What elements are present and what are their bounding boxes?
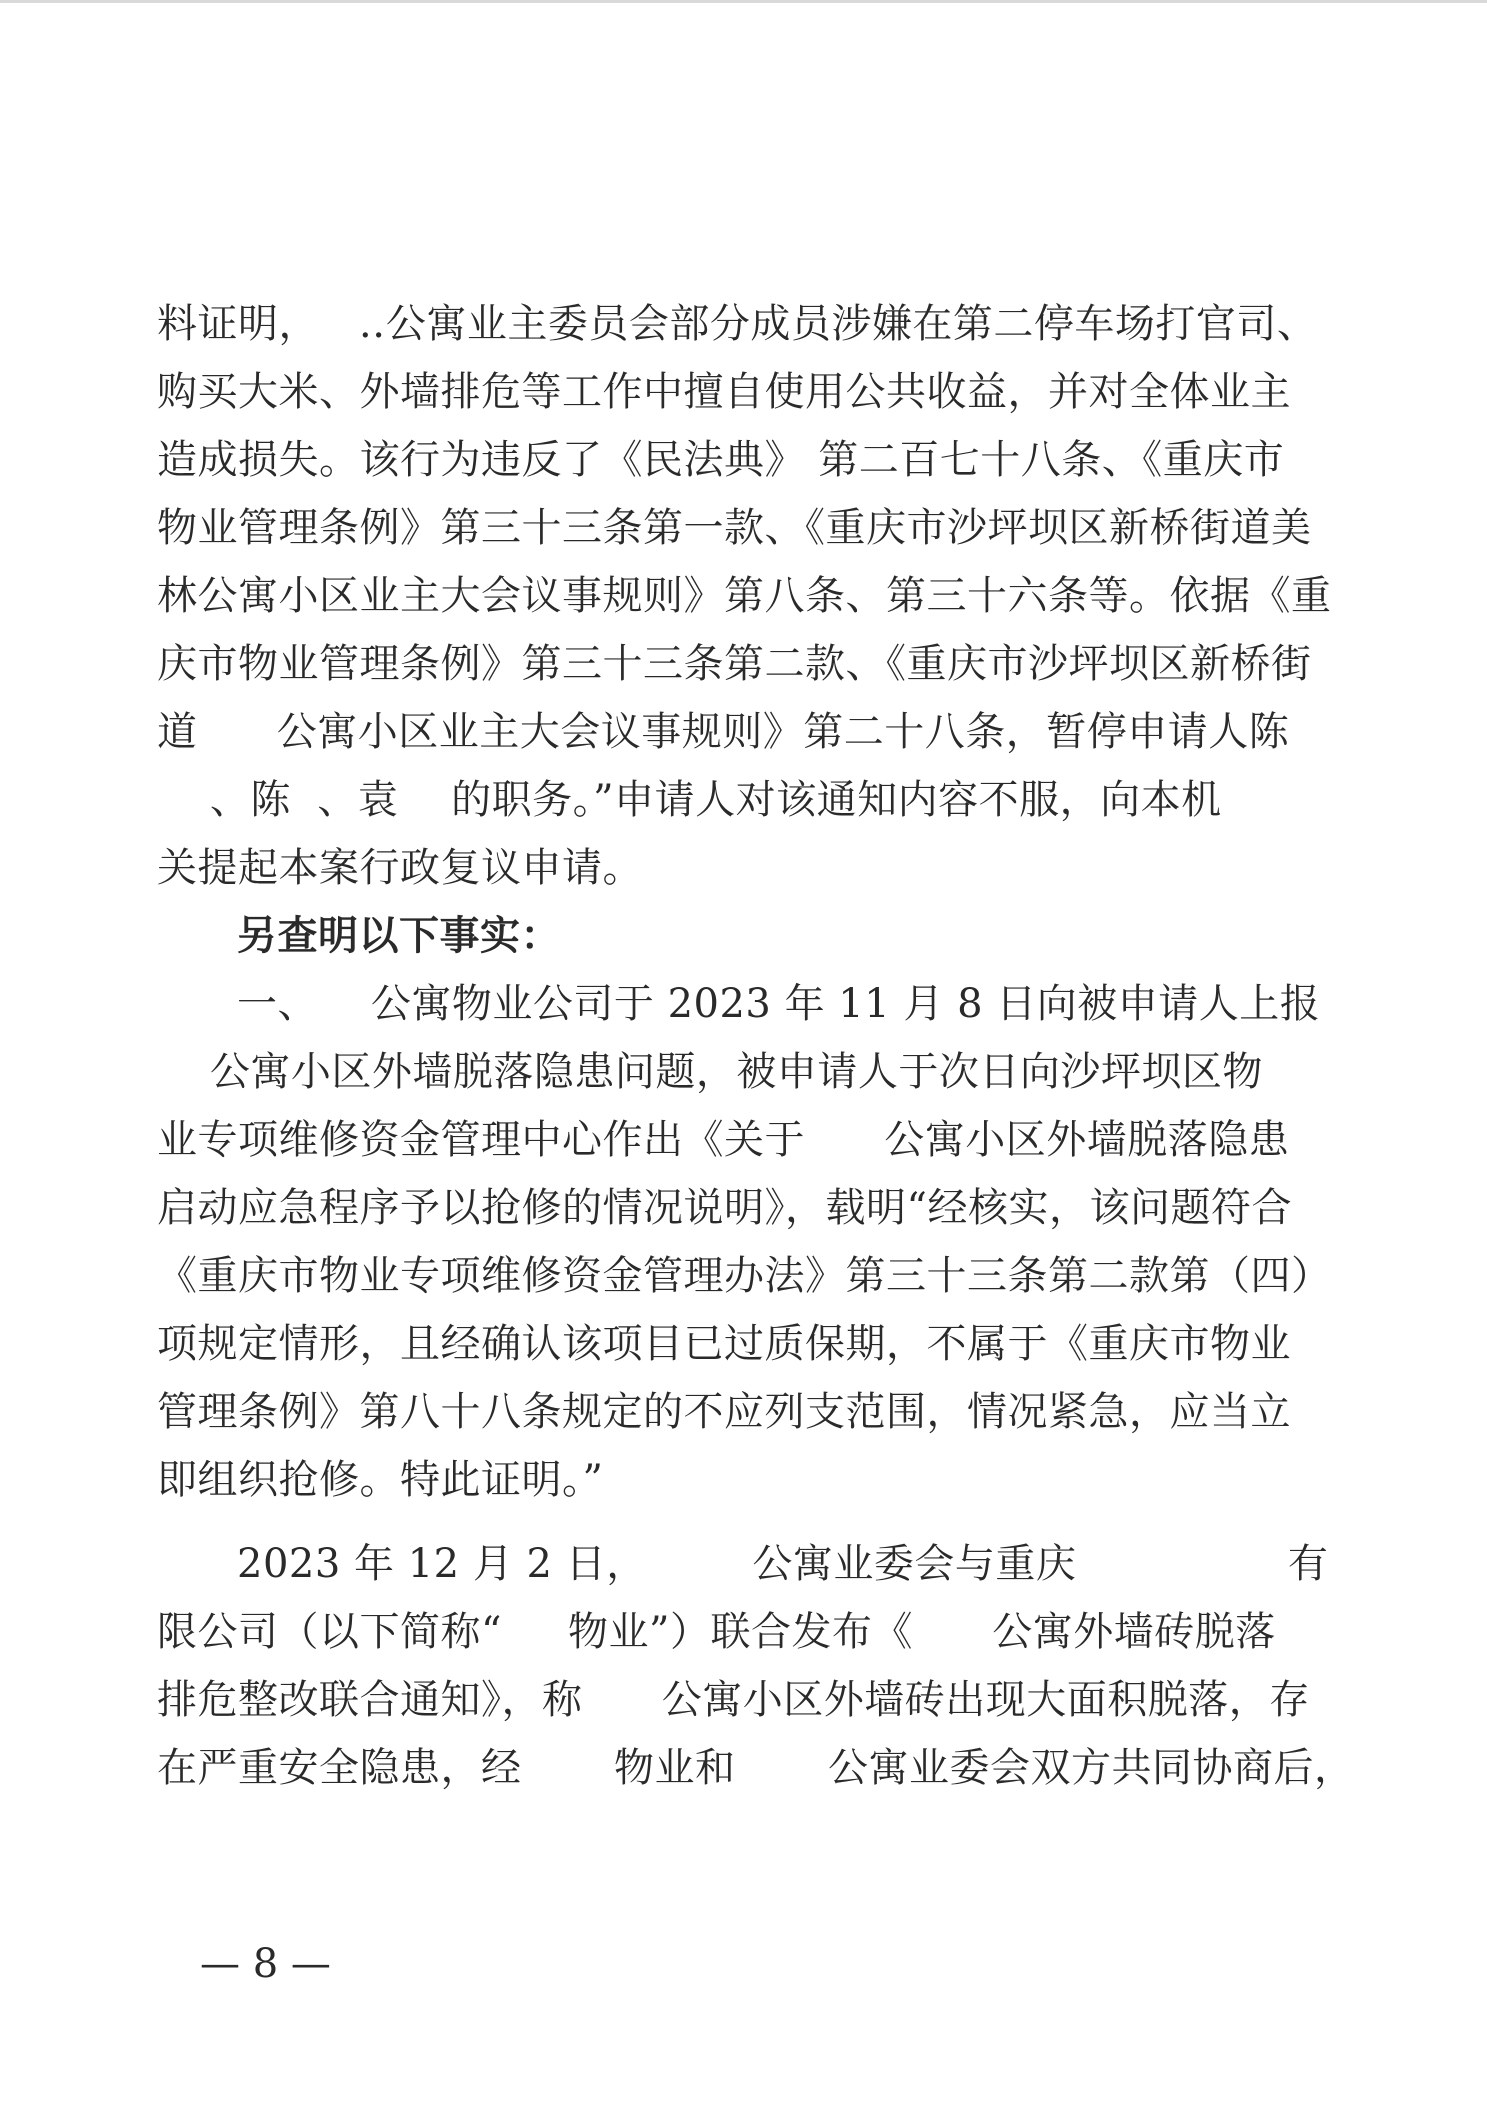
text-line-16: 项规定情形，且经确认该项目已过质保期，不属于《重庆市物业 <box>157 1321 1291 1367</box>
text-line-22: 在严重安全隐患，经 物业和 公寓业委会双方共同协商后， <box>157 1745 1355 1791</box>
page-number: — 8 — <box>200 1941 331 1987</box>
text-line-12: 公寓小区外墙脱落隐患问题，被申请人于次日向沙坪坝区物 <box>157 1049 1263 1095</box>
text-line-13: 业专项维修资金管理中心作出《关于 公寓小区外墙脱落隐患 <box>157 1117 1290 1163</box>
text-line-9: 关提起本案行政复议申请。 <box>157 845 643 891</box>
text-line-3: 造成损失。该行为违反了《民法典》 第二百七十八条、《重庆市 <box>157 437 1285 483</box>
text-line-8: 、陈 、袁 的职务。”申请人对该通知内容不服，向本机 <box>157 777 1222 823</box>
text-line-19: 2023 年 12 月 2 日， 公寓业委会与重庆 有 <box>237 1541 1329 1587</box>
text-line-18: 即组织抢修。特此证明。” <box>157 1457 604 1503</box>
text-line-5: 林公寓小区业主大会议事规则》第八条、第三十六条等。依据《重 <box>157 573 1332 619</box>
text-line-15: 《重庆市物业专项维修资金管理办法》第三十三条第二款第（四） <box>157 1253 1332 1299</box>
text-line-11: 一、 公寓物业公司于 2023 年 11 月 8 日向被申请人上报 <box>237 981 1321 1027</box>
text-line-17: 管理条例》第八十八条规定的不应列支范围，情况紧急，应当立 <box>157 1389 1291 1435</box>
text-line-7: 道 公寓小区业主大会议事规则》第二十八条，暂停申请人陈 <box>157 709 1290 755</box>
text-line-21: 排危整改联合通知》，称 公寓小区外墙砖出现大面积脱落，存 <box>157 1677 1310 1723</box>
text-line-4: 物业管理条例》第三十三条第一款、《重庆市沙坪坝区新桥街道美 <box>157 505 1312 551</box>
text-line-6: 庆市物业管理条例》第三十三条第二款、《重庆市沙坪坝区新桥街 <box>157 641 1312 687</box>
text-line-20: 限公司（以下简称“ 物业”）联合发布《 公寓外墙砖脱落 <box>157 1609 1276 1655</box>
text-line-2: 购买大米、外墙排危等工作中擅自使用公共收益，并对全体业主 <box>157 369 1291 415</box>
text-line-1: 料证明， ‥公寓业主委员会部分成员涉嫌在第二停车场打官司、 <box>157 301 1318 347</box>
section-heading-additional-facts: 另查明以下事实： <box>237 912 561 959</box>
text-line-14: 启动应急程序予以抢修的情况说明》，载明“经核实，该问题符合 <box>157 1185 1292 1231</box>
